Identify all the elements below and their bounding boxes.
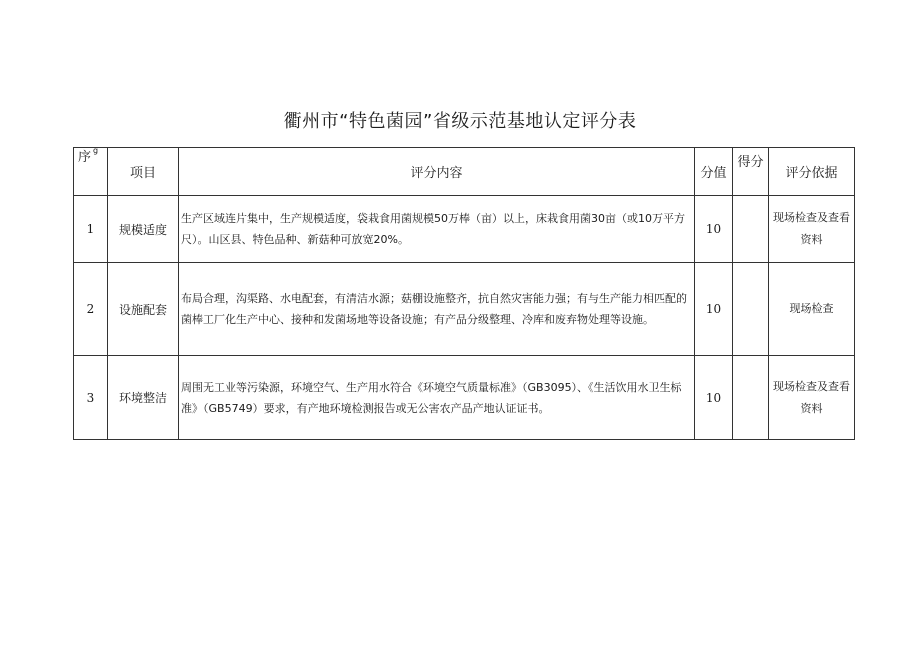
page-title: 衢州市“特色菌园”省级示范基地认定评分表: [283, 111, 637, 132]
row-score: 10: [695, 263, 733, 356]
row-content: 布局合理，沟渠路、水电配套，有清洁水源；菇棚设施整齐，抗自然灾害能力强；有与生产能力相匹配的菌棒工厂化生产中心、接种和发菌场地等设备设施；有产品分级整理、冷库和废弃物处理等设施。: [179, 263, 695, 356]
header-no-label: 序: [78, 150, 92, 165]
row-got[interactable]: [733, 263, 769, 356]
row-got[interactable]: [733, 356, 769, 440]
header-got: 得分: [733, 148, 769, 196]
header-no: [74, 148, 108, 196]
row-basis: 现场检查及查看资料: [769, 356, 855, 440]
row-got[interactable]: [733, 196, 769, 263]
row-score: 10: [695, 356, 733, 440]
row-score: 10: [695, 196, 733, 263]
row-no: 2: [74, 263, 108, 356]
row-content: 生产区域连片集中，生产规模适度，袋栽食用菌规模50万棒（亩）以上，床栽食用菌30亩（或10万平方尺）。山区县、特色品种、新菇种可放宽20%。: [179, 196, 695, 263]
row-content: 周围无工业等污染源，环境空气、生产用水符合《环境空气质量标准》（GB3095）、《生活饮用水卫生标准》（GB5749）要求，有产地环境检测报告或无公害农产品产地认证证书。: [179, 356, 695, 440]
header-basis: 评分依据: [769, 148, 855, 196]
header-content: 评分内容: [179, 148, 695, 196]
table-header-row: [74, 148, 855, 196]
header-score: 分值: [695, 148, 733, 196]
row-no: 1: [74, 196, 108, 263]
table-row: [74, 196, 855, 263]
row-no: 3: [74, 356, 108, 440]
table-row: [74, 263, 855, 356]
row-item: 设施配套: [108, 263, 179, 356]
score-table: [73, 147, 855, 440]
table-row: [74, 356, 855, 440]
header-no-mark: g: [93, 146, 99, 155]
header-item: 项目: [108, 148, 179, 196]
row-basis: 现场检查及查看资料: [769, 196, 855, 263]
row-item: 规模适度: [108, 196, 179, 263]
row-item: 环境整洁: [108, 356, 179, 440]
row-basis: 现场检查: [769, 263, 855, 356]
